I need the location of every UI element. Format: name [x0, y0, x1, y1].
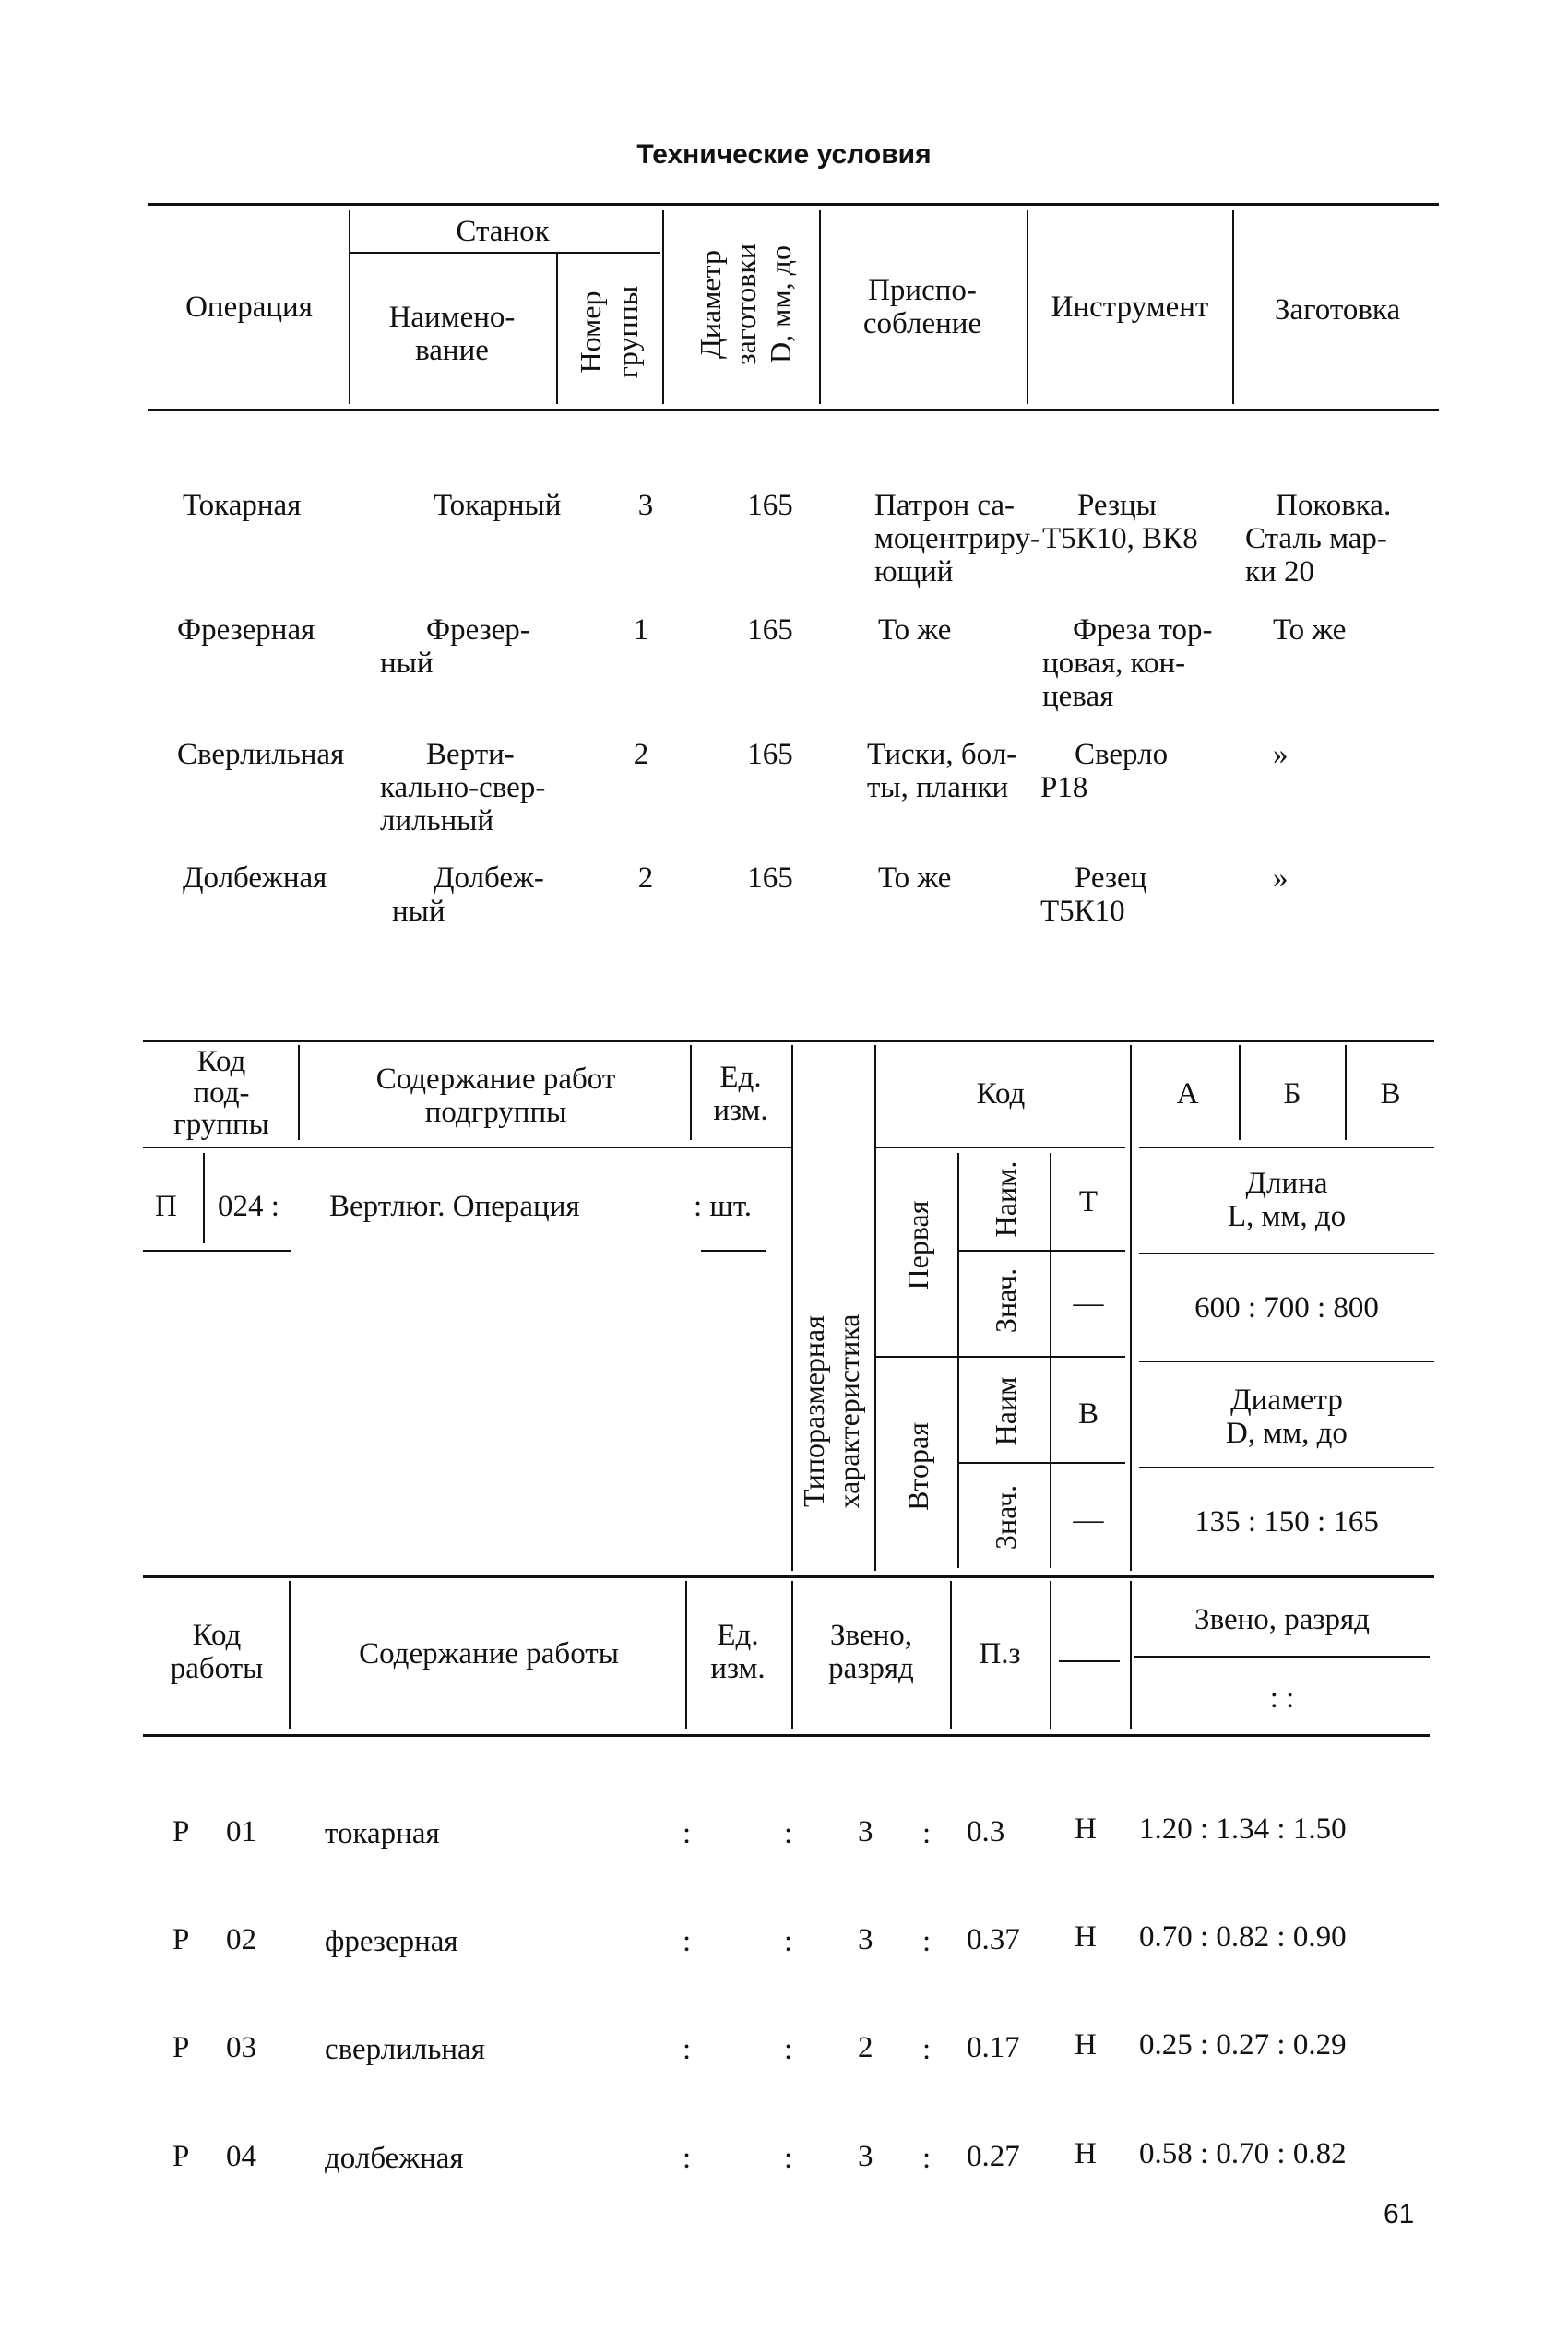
rule-header-bottom — [143, 1147, 793, 1148]
header-unit: Ед. — [719, 1061, 762, 1094]
work-name: токарная — [325, 1817, 440, 1850]
header-work-code: Код — [192, 1619, 242, 1652]
fixture-cell: То же — [878, 862, 952, 895]
work-rank: 3 — [858, 2140, 873, 2173]
rule-inner — [959, 1462, 1125, 1464]
separator: : — [683, 2142, 692, 2175]
work-name: долбежная — [325, 2142, 464, 2175]
first-label: Первая — [901, 1200, 934, 1290]
name-label: Наим — [989, 1376, 1022, 1446]
header-diameter: D, мм, до — [764, 245, 797, 363]
work-code-letter: Р — [172, 1815, 190, 1848]
header-blank: Заготовка — [1274, 293, 1401, 327]
col-divider — [1232, 210, 1234, 404]
machine-cell: Фрезер- — [426, 613, 530, 647]
tool-cell: Т5К10, ВК8 — [1042, 522, 1198, 555]
separator: : — [922, 2142, 932, 2175]
col-divider — [1050, 1581, 1051, 1729]
work-name: сверлильная — [325, 2033, 485, 2066]
machine-cell: ный — [380, 647, 434, 680]
col-divider — [1130, 1581, 1132, 1729]
machine-cell: Токарный — [434, 489, 562, 522]
header-zveno: Звено, — [830, 1619, 912, 1652]
second-label: Вторая — [901, 1422, 934, 1511]
length-label: L, мм, до — [1227, 1200, 1347, 1233]
name-label: Наим. — [989, 1160, 1022, 1238]
header-colons: : : — [1269, 1681, 1295, 1715]
fixture-cell: ющий — [874, 555, 954, 588]
work-norm: Н — [1075, 2137, 1097, 2170]
subgroup-code-number: 024 : — [218, 1190, 279, 1223]
header-work-content: Содержание работы — [359, 1637, 619, 1670]
second-code: В — [1077, 1397, 1099, 1431]
tool-cell: цевая — [1042, 680, 1114, 713]
fixture-cell: Патрон са- — [874, 489, 1016, 522]
subgroup-unit: : шт. — [694, 1190, 753, 1223]
header-zveno-razryad: Звено, разряд — [1194, 1603, 1370, 1636]
header-tool: Инструмент — [1051, 291, 1209, 324]
typo-characteristic-label: Типоразмерная — [797, 1315, 830, 1507]
rule-param — [1139, 1361, 1434, 1362]
header-kod: Код — [976, 1077, 1026, 1111]
col-divider — [349, 210, 350, 404]
work-rank: 3 — [858, 1923, 873, 1956]
machine-cell: Верти- — [426, 738, 515, 771]
header-subgroup-code: под- — [193, 1076, 250, 1110]
fixture-cell: Тиски, бол- — [867, 738, 1017, 771]
subgroup-content: Вертлюг. Операция — [329, 1190, 580, 1223]
tool-cell: Сверло — [1075, 738, 1169, 771]
separator: : — [784, 1817, 793, 1850]
col-divider — [957, 1153, 959, 1568]
separator: : — [683, 2033, 692, 2066]
col-divider — [556, 254, 558, 404]
separator: : — [683, 1817, 692, 1850]
header-fixture: собление — [862, 307, 982, 340]
work-code-letter: Р — [172, 2140, 190, 2173]
col-divider — [874, 1045, 876, 1571]
col-divider — [298, 1045, 300, 1140]
blank-cell: То же — [1273, 613, 1347, 647]
subgroup-code-letter: П — [155, 1190, 177, 1223]
header-machine-name: вание — [415, 334, 489, 367]
col-divider — [791, 1045, 793, 1571]
group-cell: 1 — [633, 613, 649, 647]
rule-kod — [876, 1147, 1125, 1148]
blank-cell: Сталь мар- — [1245, 522, 1387, 555]
diameter-label: Диаметр — [1230, 1384, 1343, 1417]
group-cell: 2 — [637, 862, 654, 895]
tool-cell: Р18 — [1040, 771, 1088, 804]
diameter-values: 135 : 150 : 165 — [1194, 1505, 1379, 1539]
col-divider — [203, 1153, 205, 1243]
rule-zveno — [1134, 1656, 1430, 1658]
header-group-number: Номер — [574, 291, 607, 374]
col-divider — [819, 210, 821, 404]
work-code-number: 03 — [226, 2031, 256, 2064]
separator: : — [784, 2033, 793, 2066]
value-label: Знач. — [989, 1484, 1022, 1551]
length-values: 600 : 700 : 800 — [1194, 1291, 1379, 1325]
work-norm: Н — [1075, 1920, 1097, 1954]
work-rank: 2 — [858, 2031, 873, 2064]
rule-inner — [959, 1250, 1125, 1252]
col-divider — [289, 1581, 291, 1729]
diameter-label: D, мм, до — [1226, 1417, 1348, 1450]
header-fixture: Приспо- — [868, 274, 977, 307]
header-operation: Операция — [185, 291, 313, 324]
separator: : — [784, 2142, 793, 2175]
header-a: А — [1176, 1077, 1199, 1111]
separator: : — [784, 1925, 793, 1958]
work-values: 0.70 : 0.82 : 0.90 — [1139, 1920, 1347, 1954]
col-divider — [1130, 1045, 1132, 1571]
work-code-letter: Р — [172, 1923, 190, 1956]
rule-bottom — [143, 1734, 1430, 1737]
rule-top — [143, 1575, 1434, 1578]
header-subgroup-code: группы — [173, 1108, 269, 1141]
header-work-code: работы — [170, 1652, 264, 1685]
col-divider — [662, 210, 664, 404]
diameter-cell: 165 — [747, 613, 793, 647]
header-unit: Ед. — [717, 1619, 759, 1652]
group-cell: 3 — [637, 489, 654, 522]
header-group-number: группы — [611, 285, 644, 379]
work-values: 0.58 : 0.70 : 0.82 — [1139, 2137, 1347, 2170]
work-rank: 3 — [858, 1815, 873, 1848]
rule-header-bottom — [1139, 1147, 1434, 1148]
second-dash: — — [1073, 1503, 1104, 1537]
header-subgroup-content: Содержание работ — [375, 1063, 616, 1096]
separator: : — [922, 1817, 932, 1850]
machine-cell: кально-свер- — [380, 771, 546, 804]
separator: : — [922, 1925, 932, 1958]
page-title: Технические условия — [636, 139, 932, 170]
rule-param — [1139, 1467, 1434, 1468]
blank-cell: » — [1273, 738, 1289, 771]
diameter-cell: 165 — [747, 862, 793, 895]
first-dash: — — [1073, 1287, 1104, 1320]
value-label: Знач. — [989, 1267, 1022, 1334]
header-zveno: разряд — [828, 1652, 914, 1685]
work-norm: Н — [1075, 2028, 1097, 2062]
operation-cell: Долбежная — [183, 862, 327, 895]
work-values: 0.25 : 0.27 : 0.29 — [1139, 2028, 1347, 2062]
header-unit: изм. — [710, 1652, 766, 1685]
machine-cell: ный — [392, 895, 445, 928]
work-values: 1.20 : 1.34 : 1.50 — [1139, 1812, 1347, 1846]
separator: : — [922, 2033, 932, 2066]
header-unit: изм. — [713, 1094, 768, 1127]
rule-param — [1139, 1253, 1434, 1254]
rule-row-bottom — [143, 1250, 291, 1252]
operation-cell: Токарная — [183, 489, 302, 522]
header-pz: П.з — [979, 1637, 1021, 1670]
tool-cell: Резцы — [1077, 489, 1157, 522]
separator: : — [683, 1925, 692, 1958]
diameter-cell: 165 — [747, 489, 793, 522]
machine-rule — [350, 252, 660, 254]
operation-cell: Фрезерная — [177, 613, 315, 647]
work-norm: Н — [1075, 1812, 1097, 1846]
blank-cell: » — [1273, 862, 1289, 895]
work-pz: 0.3 — [967, 1815, 1005, 1848]
tool-cell: Т5К10 — [1040, 895, 1125, 928]
typo-characteristic-label: характеристика — [832, 1313, 865, 1509]
col-divider — [791, 1581, 793, 1729]
rule-bottom — [148, 409, 1439, 411]
group-cell: 2 — [633, 738, 649, 771]
blank-cell: Поковка. — [1276, 489, 1392, 522]
header-v: В — [1380, 1077, 1401, 1111]
tool-cell: Фреза тор- — [1073, 613, 1213, 647]
fixture-cell: То же — [878, 613, 952, 647]
rule-top — [143, 1040, 1434, 1042]
header-machine-name: Наимено- — [388, 301, 516, 334]
first-code: Т — [1078, 1185, 1099, 1218]
rule-first-second — [876, 1356, 1125, 1358]
tool-cell: цовая, кон- — [1042, 647, 1186, 680]
header-subgroup-code: Код — [196, 1045, 246, 1078]
header-diameter: Диаметр — [694, 250, 727, 359]
header-b: Б — [1283, 1077, 1301, 1111]
fixture-cell: моцентриру- — [874, 522, 1040, 555]
rule-top — [148, 203, 1439, 206]
machine-cell: Долбеж- — [434, 862, 544, 895]
work-pz: 0.37 — [967, 1923, 1020, 1956]
header-subgroup-content: подгруппы — [424, 1096, 567, 1129]
col-divider — [1027, 210, 1028, 404]
tool-cell: Резец — [1075, 862, 1147, 895]
machine-cell: лильный — [380, 804, 494, 838]
header-machine: Станок — [456, 215, 550, 248]
length-label: Длина — [1245, 1167, 1328, 1200]
work-code-number: 01 — [226, 1815, 256, 1848]
work-code-number: 02 — [226, 1923, 256, 1956]
work-code-letter: Р — [172, 2031, 190, 2064]
rule-row-bottom — [701, 1250, 766, 1252]
page-number: 61 — [1384, 2199, 1415, 2229]
rule-dash — [1059, 1660, 1120, 1662]
work-pz: 0.17 — [967, 2031, 1020, 2064]
diameter-cell: 165 — [747, 738, 793, 771]
work-name: фрезерная — [325, 1925, 458, 1958]
header-diameter: заготовки — [729, 243, 762, 366]
operation-cell: Сверлильная — [177, 738, 345, 771]
work-code-number: 04 — [226, 2140, 256, 2173]
work-pz: 0.27 — [967, 2140, 1020, 2173]
fixture-cell: ты, планки — [867, 771, 1009, 804]
blank-cell: ки 20 — [1245, 555, 1314, 588]
